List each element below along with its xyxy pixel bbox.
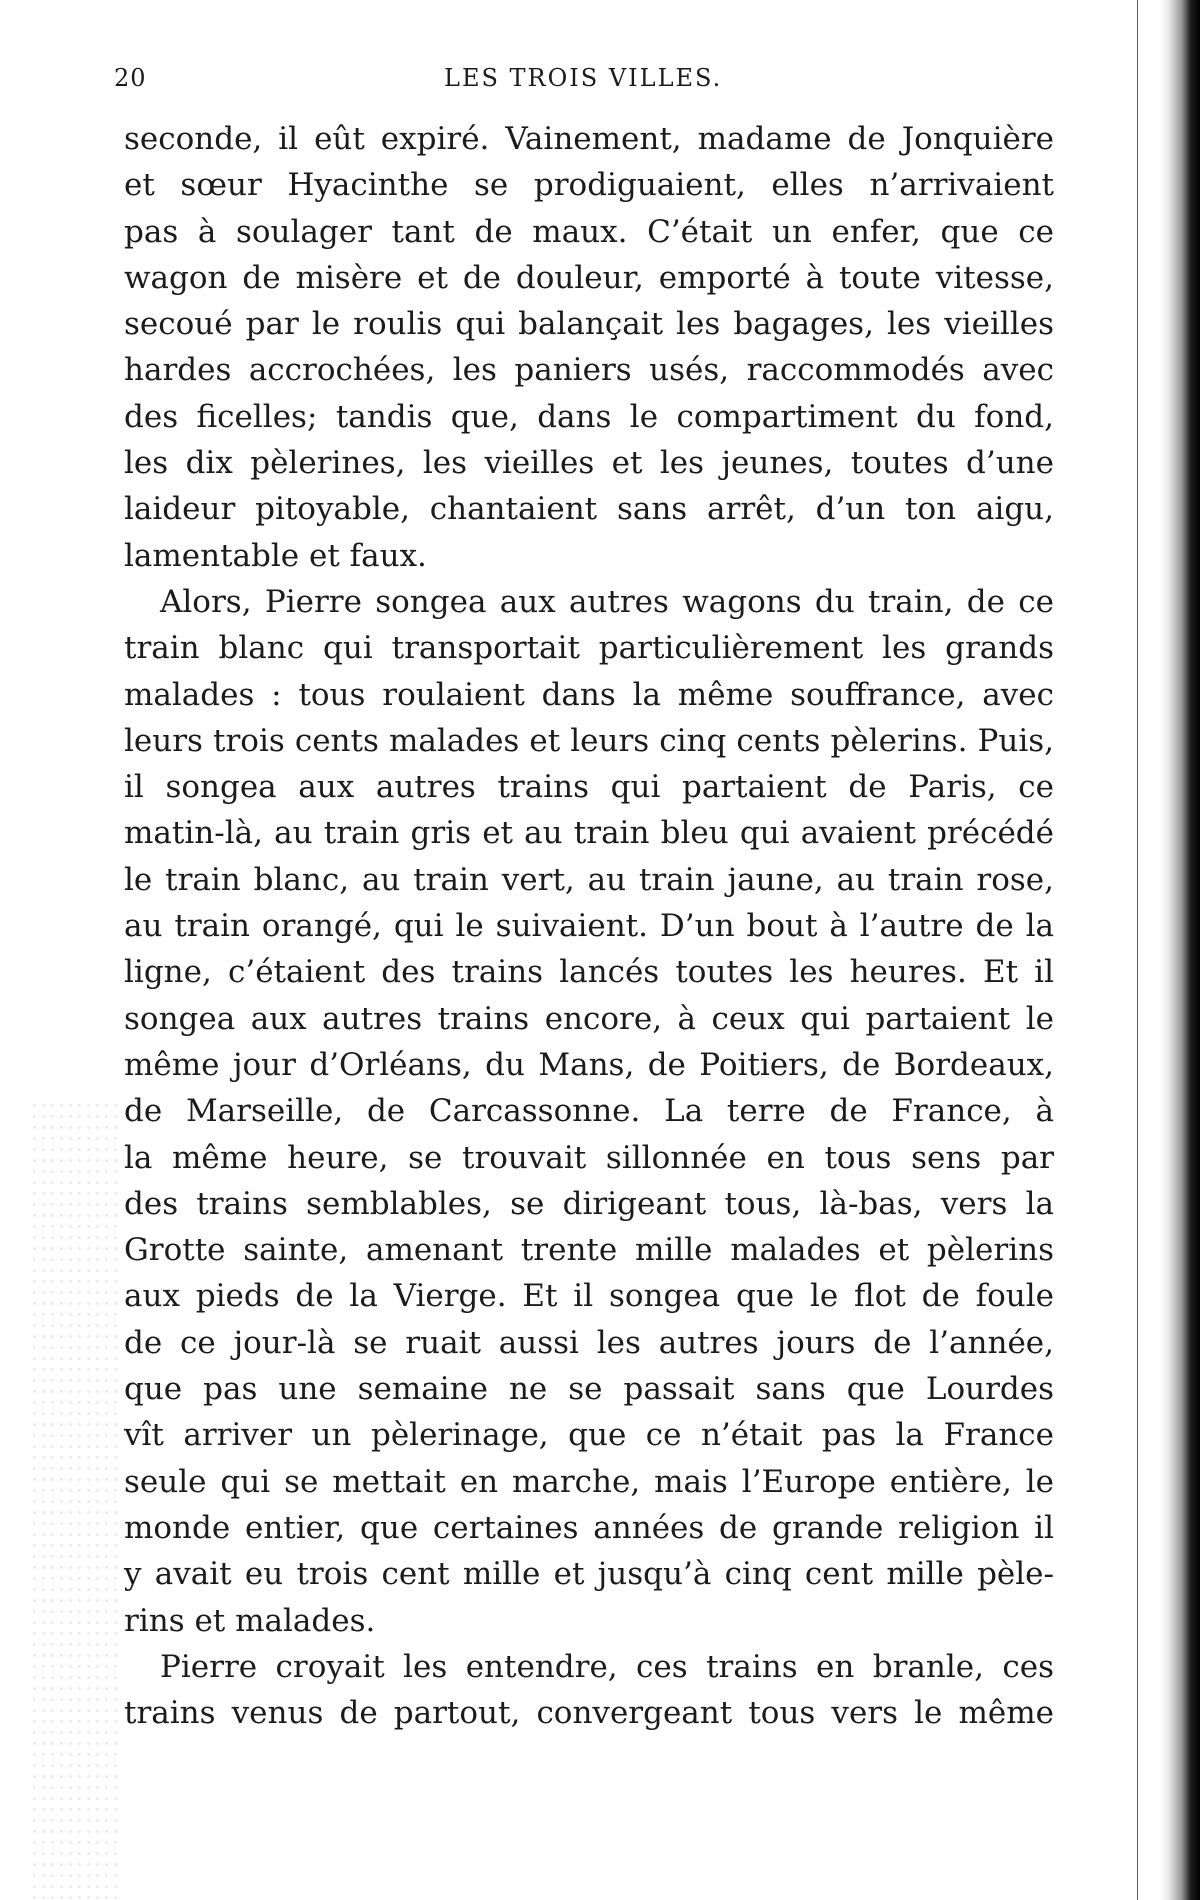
text-line: le train blanc, au train vert, au train jaune, au train rose, [124,861,1054,898]
text-line: trains venus de partout, convergeant tous vers le même [124,1695,1054,1732]
page-number: 20 [114,64,147,92]
text-line: pas à soulager tant de maux. C’était un enfer, que ce [124,213,1054,250]
text-line: Pierre croyait les entendre, ces trains en branle, ces [160,1648,1054,1685]
text-line: seconde, il eût expiré. Vainement, madame de Jonquière [124,121,1054,157]
body-text [124,116,1054,1736]
text-line: aux pieds de la Vierge. Et il songea que le flot de foule [124,1278,1054,1315]
text-line: de ce jour-là se ruait aussi les autres jours de l’année, [124,1324,1054,1361]
text-line: ligne, c’étaient des trains lancés toutes les heures. Et il [124,954,1054,991]
text-line: Alors, Pierre songea aux autres wagons du train, de ce [160,583,1054,620]
text-line: de Marseille, de Carcassonne. La terre de France, à [124,1093,1054,1130]
paragraph-3 [124,1644,1054,1737]
text-line: et sœur Hyacinthe se prodiguaient, elles n’arrivaient [124,167,1054,204]
paragraph-1 [124,116,1054,579]
text-line: des trains semblables, se dirigeant tous, là-bas, vers la [124,1185,1054,1222]
page-header [114,64,1059,94]
paragraph-2 [124,579,1054,1644]
text-line: les dix pèlerines, les vieilles et les jeunes, toutes d’une [124,445,1054,482]
text-line: matin-là, au train gris et au train bleu qui avaient précédé [124,815,1054,852]
text-line: train blanc qui transportait particulièrement les grands [124,630,1054,667]
paper-speckle [30,1100,120,1900]
text-line: y avait eu trois cent mille et jusqu’à cinq cent mille pèle- [124,1556,1054,1593]
text-line: que pas une semaine ne se passait sans que Lourdes [124,1371,1054,1408]
text-line: seule qui se mettait en marche, mais l’Europe entière, le [124,1463,1054,1500]
text-line: laideur pitoyable, chantaient sans arrêt, d’un ton aigu, [124,491,1054,528]
running-title: LES TROIS VILLES. [444,64,723,92]
text-line: la même heure, se trouvait sillonnée en tous sens par [124,1139,1054,1176]
text-line: malades : tous roulaient dans la même souffrance, avec [124,676,1054,713]
text-line: vît arriver un pèlerinage, que ce n’était pas la France [124,1417,1054,1454]
text-line: même jour d’Orléans, du Mans, de Poitiers, de Bordeaux, [124,1046,1054,1083]
text-line: lamentable et faux. [124,537,427,574]
text-line: des ficelles; tandis que, dans le compartiment du fond, [124,398,1054,435]
text-line: monde entier, que certaines années de grande religion il [124,1509,1054,1546]
text-line: wagon de misère et de douleur, emporté à toute vitesse, [124,259,1054,296]
text-line: hardes accrochées, les paniers usés, raccommodés avec [124,352,1054,389]
text-line: il songea aux autres trains qui partaient de Paris, ce [124,769,1054,806]
text-line: Grotte sainte, amenant trente mille malades et pèlerins [124,1232,1054,1269]
text-line: rins et malades. [124,1602,376,1639]
text-line: au train orangé, qui le suivaient. D’un bout à l’autre de la [124,908,1054,945]
text-line: songea aux autres trains encore, à ceux qui partaient le [124,1000,1054,1037]
text-line: leurs trois cents malades et leurs cinq cents pèlerins. Puis, [124,722,1054,759]
text-line: secoué par le roulis qui balançait les bagages, les vieilles [124,306,1054,343]
binding-edge [1138,0,1200,1900]
